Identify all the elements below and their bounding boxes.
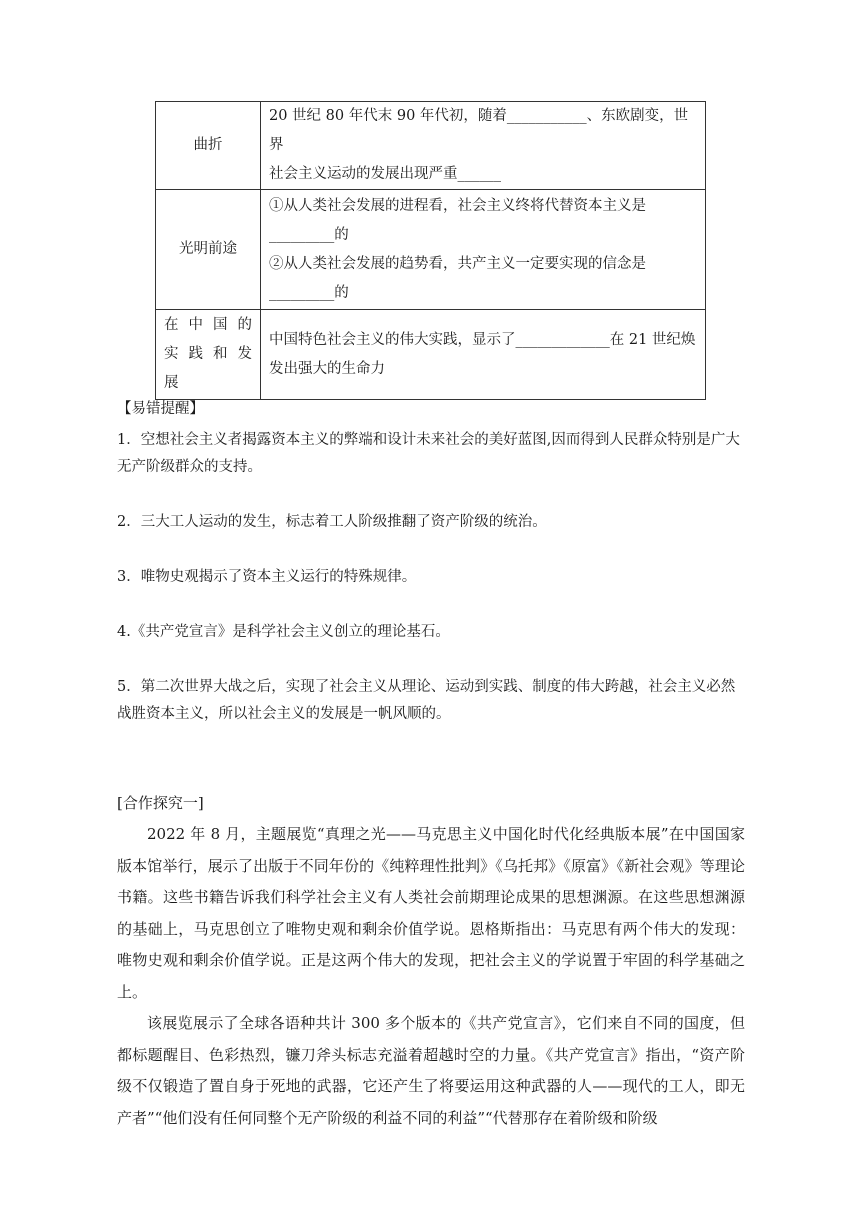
content-line: ①从人类社会发展的进程看，社会主义终将代替资本主义是: [269, 197, 646, 214]
tip-item: 5．第二次世界大战之后，实现了社会主义从理论、运动到实践、制度的伟大跨越，社会主义必然战胜资本主义，所以社会主义的发展是一帆风顺的。: [117, 679, 736, 722]
cooperative-inquiry-section: [117, 790, 745, 1134]
section-title: [合作探究一]: [117, 794, 204, 812]
row-heading: 曲折: [156, 102, 261, 190]
tip-item: 3．唯物史观揭示了资本主义运行的特殊规律。: [117, 569, 417, 585]
summary-table: [155, 101, 706, 400]
content-line: 社会主义运动的发展出现严重______: [269, 166, 501, 182]
tip-item: 1．空想社会主义者揭露资本主义的弊端和设计未来社会的美好蓝图,因而得到人民群众特别是广大无产阶级群众的支持。: [117, 432, 740, 475]
content-line: _________的: [269, 226, 349, 243]
table-row-china-practice: [156, 310, 706, 400]
paragraph: 2022 年 8 月，主题展览“真理之光——马克思主义中国化时代化经典版本展”在中国国家版本馆举行，展示了出版于不同年份的《纯粹理性批判》《乌托邦》《原富》《新社会观》等理论书籍。这些书籍告诉我们科学社会主义有人类社会前期理论成果的思想渊源。在这些思想渊源的基础上，马克思创立了唯物史观和剩余价值学说。恩格斯指出：马克思有两个伟大的发现：唯物史观和剩余价值学说。正是这两个伟大的发现，把社会主义的学说置于牢固的科学基础之上。: [117, 825, 745, 1001]
heading-line: 实践和发: [164, 346, 252, 362]
row-heading: 光明前途: [156, 190, 261, 310]
content-line: 20 世纪 80 年代末 90 年代初，随着___________、东欧剧变，世界: [269, 108, 689, 153]
row-content: [261, 102, 706, 190]
content-line: _________的: [269, 284, 349, 301]
heading-line: 展: [164, 375, 179, 391]
tip-item: 4.《共产党宣言》是科学社会主义创立的理论基石。: [117, 624, 450, 640]
content-line: 发出强大的生命力: [269, 360, 385, 377]
heading-line: 在中国的: [164, 317, 252, 333]
table-row-twists: [156, 102, 706, 190]
row-content: [261, 310, 706, 400]
table-row-bright-future: [156, 190, 706, 310]
tip-item: 2．三大工人运动的发生，标志着工人阶级推翻了资产阶级的统治。: [117, 514, 547, 530]
paragraph: 该展览展示了全球各语种共计 300 多个版本的《共产党宣言》，它们来自不同的国度，但都标题醒目、色彩热烈，镰刀斧头标志充溢着超越时空的力量。《共产党宣言》指出，“资产阶级不仅锻造了置自身于死地的武器，它还产生了将要运用这种武器的人——现代的工人，即无产者”“他们没有任何同整个无产阶级的利益不同的利益”“代替那存在着阶级和阶级: [117, 1014, 745, 1127]
error-tips-section: [117, 398, 743, 728]
section-title: 【易错提醒】: [117, 401, 204, 417]
content-line: 中国特色社会主义的伟大实践，显示了_____________在 21 世纪焕: [269, 331, 696, 348]
content-line: ②从人类社会发展的趋势看，共产主义一定要实现的信念是: [269, 255, 646, 272]
row-content: [261, 190, 706, 310]
row-heading: [156, 310, 261, 400]
